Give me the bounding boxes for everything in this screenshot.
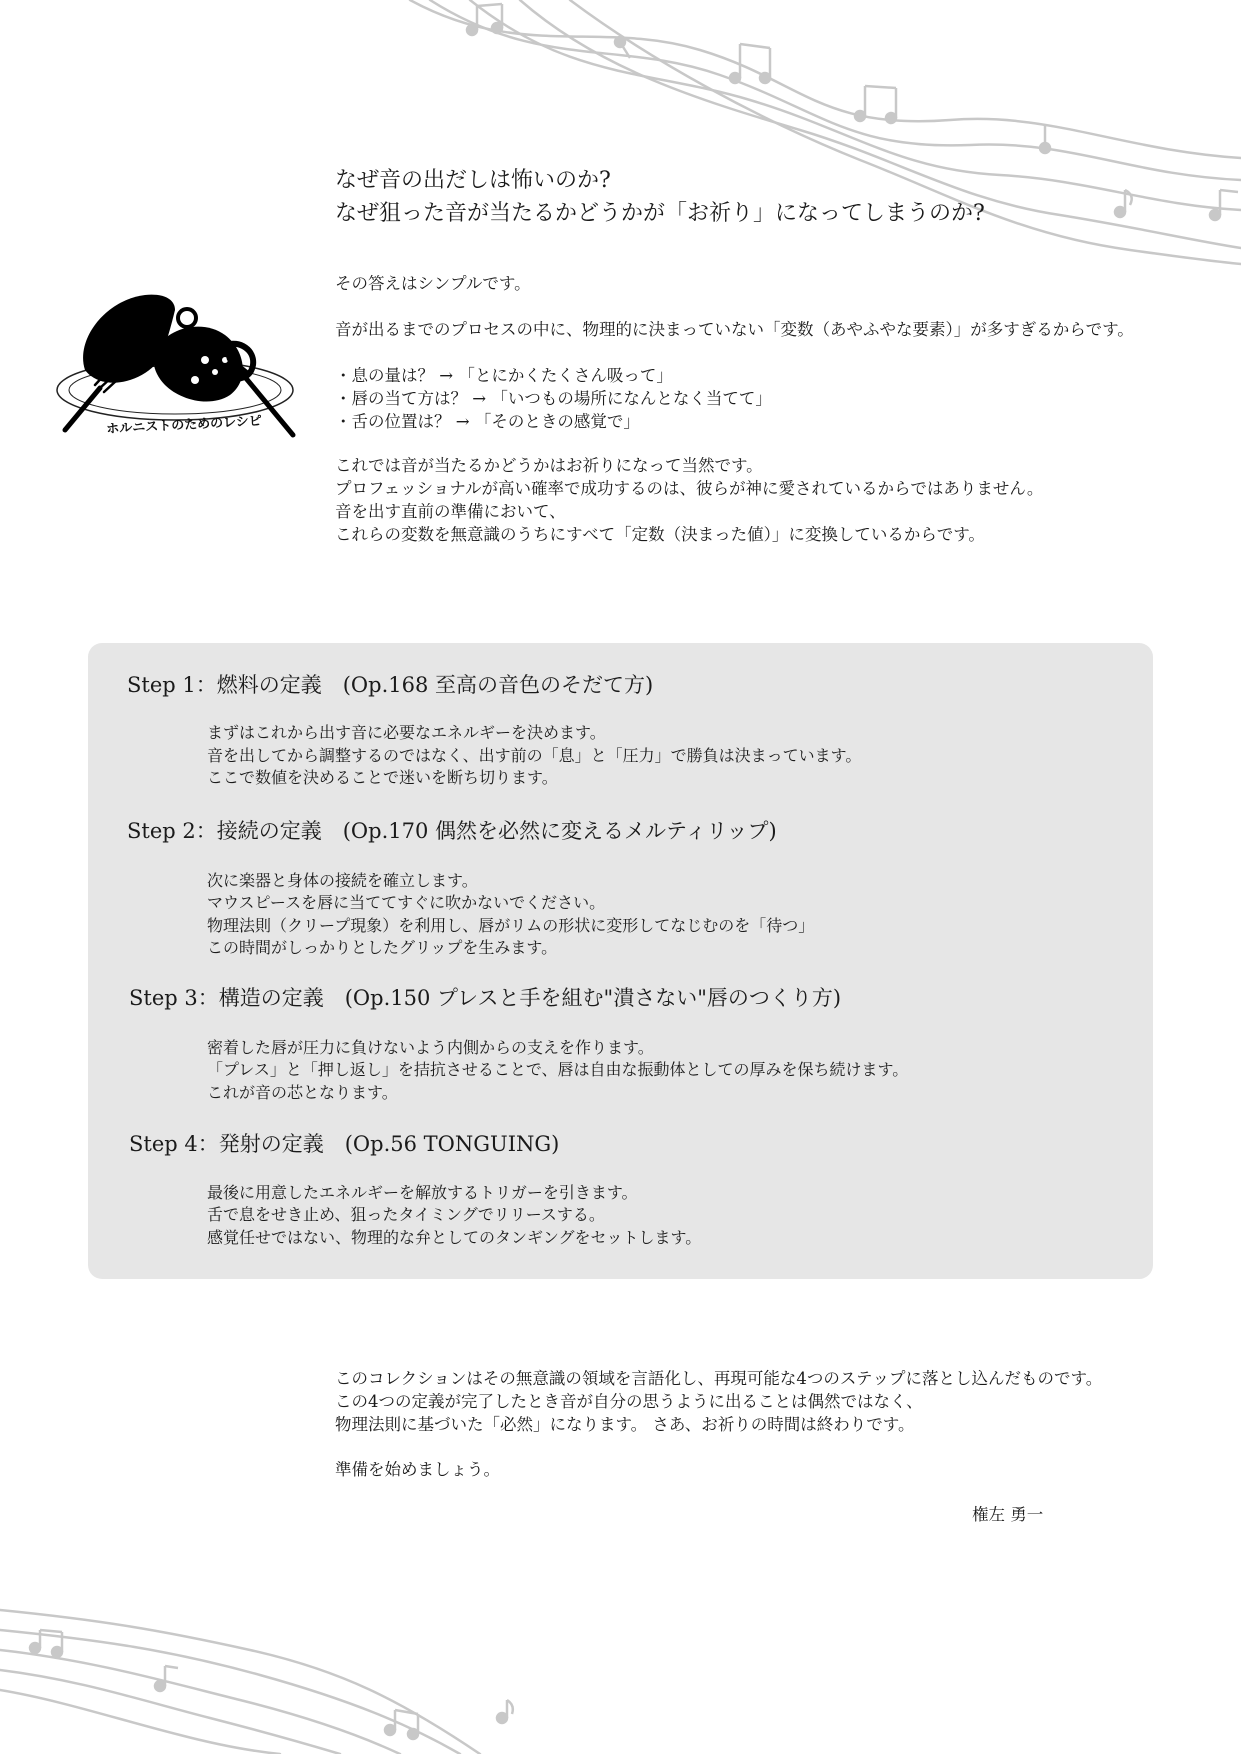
step-3-title: Step 3：構造の定義 (Op.150 プレスと手を組む"潰さない"唇のつくり方): [129, 986, 842, 1010]
author-signature: 権左 勇一: [972, 1505, 1044, 1524]
step-4-title: Step 4：発射の定義 (Op.56 TONGUING): [129, 1132, 560, 1156]
intro-p2: 音が出るまでのプロセスの中に、物理的に決まっていない「変数（あやふやな要素）」が多すぎるからです。: [335, 320, 1134, 339]
intro-p3-line-1: これでは音が当たるかどうかはお祈りになって当然です。: [335, 456, 763, 475]
outro-line-1: このコレクションはその無意識の領域を言語化し、再現可能な4つのステップに落とし込んだものです。: [335, 1369, 1103, 1388]
music-staff-decoration-top: [0, 0, 1241, 270]
step-2-line-1: 次に楽器と身体の接続を確立します。: [207, 871, 478, 890]
step-4-line-1: 最後に用意したエネルギーを解放するトリガーを引きます。: [207, 1183, 638, 1202]
step-1-line-3: ここで数値を決めることで迷いを断ち切ります。: [207, 768, 558, 787]
headline-line-1: なぜ音の出だしは怖いのか?: [335, 168, 611, 193]
step-3-line-3: これが音の芯となります。: [207, 1083, 398, 1102]
intro-bullet-breath: ・息の量は？ → 「とにかくたくさん吸って」: [335, 366, 673, 385]
step-1-title: Step 1：燃料の定義 (Op.168 至高の音色のそだて方): [127, 673, 654, 697]
step-2-line-4: この時間がしっかりとしたグリップを生みます。: [207, 938, 558, 957]
step-1-line-2: 音を出してから調整するのではなく、出す前の「息」と「圧力」で勝負は決まっています。: [207, 746, 862, 765]
intro-p1: その答えはシンプルです。: [335, 274, 531, 293]
outro-line-3: 物理法則に基づいた「必然」になります。 さあ、お祈りの時間は終わりです。: [335, 1415, 915, 1434]
outro-line-2: この4つの定義が完了したとき音が自分の思うように出ることは偶然ではなく、: [335, 1392, 923, 1411]
intro-p3-line-4: これらの変数を無意識のうちにすべて「定数（決まった値）」に変換しているからです。: [335, 525, 985, 544]
intro-p3-line-2: プロフェッショナルが高い確率で成功するのは、彼らが神に愛されているからではありません。: [335, 479, 1044, 498]
horn-icon: [83, 295, 253, 402]
step-3-line-1: 密着した唇が圧力に負けないよう内側からの支えを作ります。: [207, 1038, 654, 1057]
intro-bullet-tongue: ・舌の位置は？ → 「そのときの感覚で」: [335, 412, 640, 431]
step-2-line-2: マウスピースを唇に当ててすぐに吹かないでください。: [207, 893, 606, 912]
step-2-line-3: 物理法則（クリープ現象）を利用し、唇がリムの形状に変形してなじむのを「待つ」: [207, 916, 815, 935]
step-3-line-2: 「プレス」と「押し返し」を拮抗させることで、唇は自由な振動体としての厚みを保ち続けます。: [207, 1060, 909, 1079]
step-4-line-2: 舌で息をせき止め、狙ったタイミングでリリースする。: [207, 1205, 605, 1224]
music-staff-decoration-bottom: [0, 1590, 560, 1754]
step-1-line-1: まずはこれから出す音に必要なエネルギーを決めます。: [207, 723, 606, 742]
intro-bullet-lips: ・唇の当て方は？ → 「いつもの場所になんとなく当てて」: [335, 389, 772, 408]
outro-closing: 準備を始めましょう。: [335, 1460, 500, 1479]
step-4-line-3: 感覚任せではない、物理的な弁としてのタンギングをセットします。: [207, 1228, 702, 1247]
intro-p3-line-3: 音を出す直前の準備において、: [335, 502, 566, 521]
headline-line-2: なぜ狙った音が当たるかどうかが「お祈り」になってしまうのか?: [335, 201, 985, 226]
logo-caption: ホルニストのためのレシピ: [105, 413, 263, 438]
step-2-title: Step 2：接続の定義 (Op.170 偶然を必然に変えるメルティリップ): [127, 819, 777, 843]
